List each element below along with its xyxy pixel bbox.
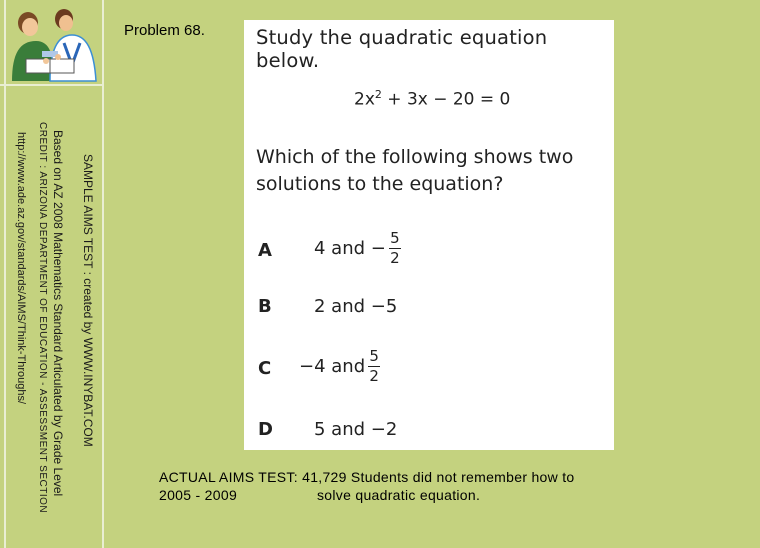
option-text: [299, 348, 380, 385]
option-text: [314, 230, 401, 267]
fraction: [389, 230, 401, 267]
footer-line-2: solve quadratic equation.: [317, 487, 481, 503]
answer-option-a[interactable]: [244, 226, 614, 276]
aims-footer-note: [159, 468, 575, 504]
footer-row-1: [159, 468, 575, 486]
credit-line-standard: Based on AZ 2008 Mathematics Standard Articulated by Grade Level: [51, 130, 65, 497]
fraction-numerator: 5: [369, 347, 379, 365]
option-text-lead: 4 and −: [314, 238, 386, 259]
sidebar: [0, 0, 104, 548]
equation-exponent: 2: [374, 88, 382, 101]
equation-lead: 2x: [354, 89, 375, 110]
credit-line-sample: SAMPLE AIMS TEST : created by WWW.INYBAT.COM: [81, 154, 95, 447]
students-studying-icon: [6, 3, 100, 83]
problem-label: Problem 68.: [124, 22, 205, 39]
option-text: 2 and −5: [314, 296, 398, 317]
fraction-denominator: 2: [390, 249, 400, 267]
question-text: Which of the following shows two solutions to the equation?: [256, 146, 574, 195]
fraction: [368, 348, 380, 385]
equation-rest: + 3x − 20 = 0: [381, 89, 511, 110]
option-text-lead: −4 and: [299, 356, 366, 377]
fraction-numerator: 5: [390, 229, 400, 247]
footer-line-1: ACTUAL AIMS TEST: 41,729 Students did not remember how to: [159, 469, 575, 485]
question-prompt: Study the quadratic equation below.: [256, 26, 548, 72]
question-card: [244, 20, 614, 450]
fraction-denominator: 2: [369, 367, 379, 385]
students-studying-logo: [6, 3, 100, 83]
option-letter: B: [258, 296, 272, 317]
option-letter: D: [258, 419, 273, 440]
answer-option-d[interactable]: [244, 417, 614, 467]
option-text: 5 and −2: [314, 419, 398, 440]
vertical-credits: [5, 88, 100, 544]
option-letter: A: [258, 240, 272, 261]
quadratic-equation: [354, 88, 510, 110]
option-letter: C: [258, 358, 272, 379]
footer-years: 2005 - 2009: [159, 487, 238, 503]
footer-row-2: [159, 486, 575, 504]
credit-line-ade: CREDIT : ARIZONA DEPARTMENT OF EDUCATION - ASSESSMENT SECTION: [37, 122, 48, 514]
answer-option-b[interactable]: [244, 294, 614, 344]
answer-option-c[interactable]: [244, 348, 614, 398]
credit-line-url: http://www.ade.az.gov/standards/AIMS/Think-Throughs/: [15, 132, 27, 405]
